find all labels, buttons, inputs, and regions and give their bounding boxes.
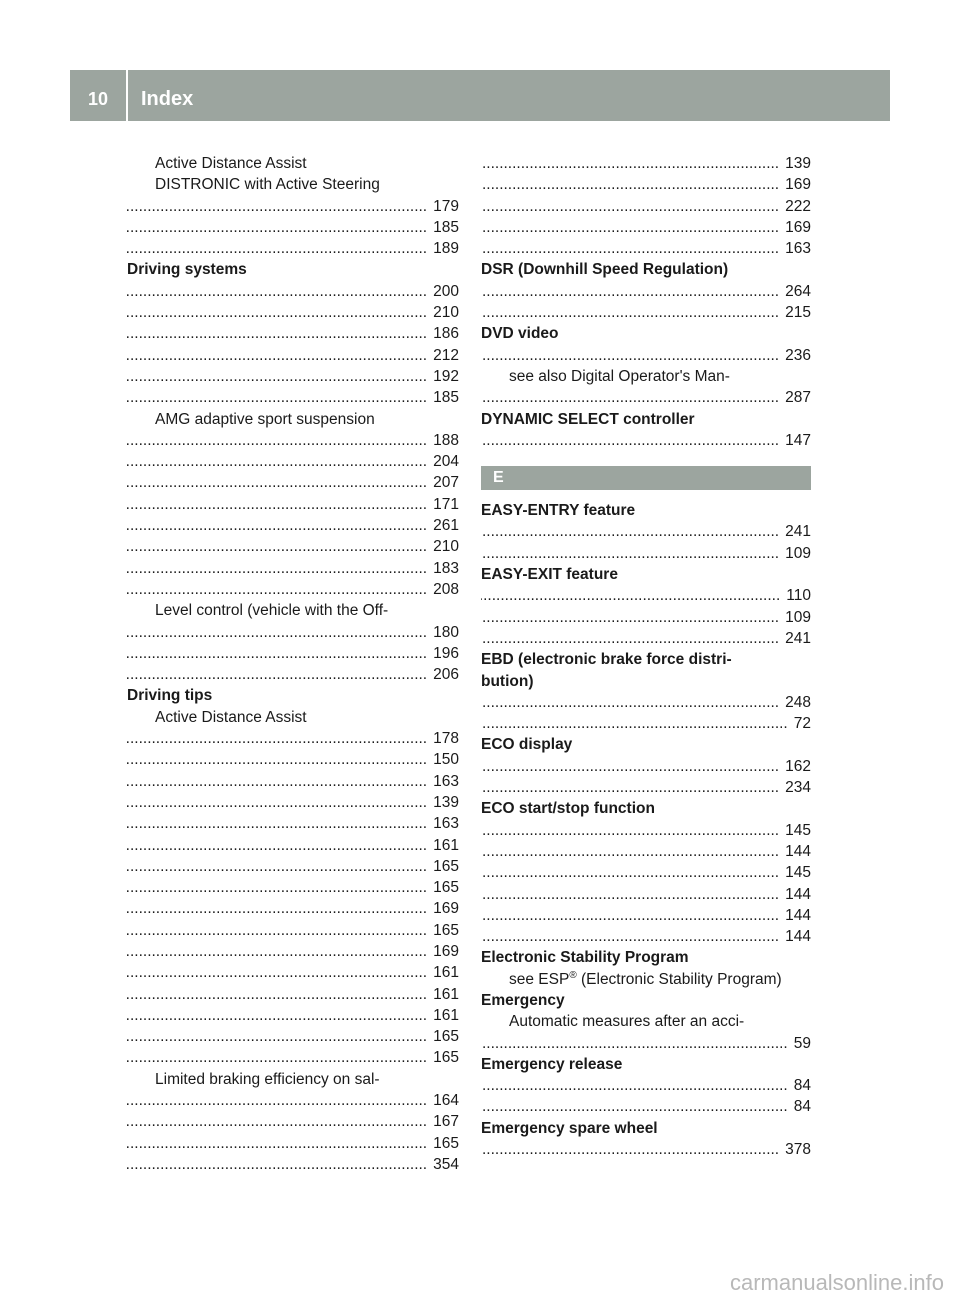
index-entry: [127, 1047, 459, 1068]
dot-leader: [481, 302, 811, 323]
page-reference: 241: [779, 630, 811, 647]
index-entry: [481, 543, 811, 564]
dot-leader: [481, 521, 811, 542]
index-entry: [127, 1154, 459, 1175]
page-reference: 84: [788, 1098, 811, 1115]
index-heading: ECO display: [481, 736, 573, 754]
index-entry: [481, 862, 811, 883]
page-reference: 236: [779, 347, 811, 364]
dot-leader: [127, 856, 459, 877]
index-heading: DVD video: [481, 325, 559, 343]
index-entry: [127, 472, 459, 493]
index-entry: [127, 1133, 459, 1154]
page-reference: 165: [427, 858, 459, 875]
index-entry: [127, 536, 459, 557]
page-header: [70, 70, 890, 121]
page-reference: 200: [427, 283, 459, 300]
dot-leader: [127, 728, 459, 749]
page-reference: 161: [427, 964, 459, 981]
index-heading: Emergency release: [481, 1055, 623, 1073]
dot-leader: [481, 926, 811, 947]
index-entry: [481, 302, 811, 323]
index-entry: [127, 515, 459, 536]
entry-text: AMG adaptive sport suspension: [155, 410, 375, 428]
page-reference: 161: [427, 1007, 459, 1024]
page-reference: 165: [427, 922, 459, 939]
index-entry: [127, 1026, 459, 1047]
dot-leader: [481, 905, 811, 926]
index-entry: [481, 153, 811, 174]
page-reference: 59: [788, 1035, 811, 1052]
page-reference: 210: [427, 304, 459, 321]
page-reference: 163: [427, 773, 459, 790]
page-reference: 147: [779, 432, 811, 449]
dot-leader: [127, 984, 459, 1005]
page-reference: 169: [779, 176, 811, 193]
index-entry: [481, 366, 811, 387]
dot-leader: [481, 430, 811, 451]
page-reference: 287: [779, 389, 811, 406]
page-reference: 186: [427, 325, 459, 342]
index-entry: [127, 558, 459, 579]
page-reference: 150: [427, 751, 459, 768]
dot-leader: [481, 820, 811, 841]
index-entry: [127, 217, 459, 238]
index-entry: [127, 664, 459, 685]
dot-leader: [481, 387, 811, 408]
index-entry: [127, 387, 459, 408]
page-reference: 167: [427, 1113, 459, 1130]
page-reference: 222: [779, 198, 811, 215]
watermark: carmanualsonline.info: [729, 1270, 944, 1295]
index-entry: [127, 366, 459, 387]
index-entry: [127, 813, 459, 834]
index-entry: [127, 302, 459, 323]
index-heading: EASY-EXIT feature: [481, 566, 618, 584]
page-reference: 241: [779, 523, 811, 540]
index-entry: [127, 494, 459, 515]
dot-leader: [481, 1096, 811, 1117]
dot-leader: [127, 430, 459, 451]
index-entry: [481, 607, 811, 628]
dot-leader: [127, 196, 459, 217]
page-reference: 178: [427, 730, 459, 747]
dot-leader: [481, 607, 811, 628]
entry-text: Automatic measures after an acci-: [509, 1013, 745, 1031]
page-reference: 204: [427, 453, 459, 470]
index-entry: [127, 345, 459, 366]
index-entry: [481, 1011, 811, 1032]
dot-leader: [481, 1139, 811, 1160]
dot-leader: [481, 281, 811, 302]
index-entry: [481, 1139, 811, 1160]
index-entry: [481, 196, 811, 217]
index-entry: [127, 451, 459, 472]
dot-leader: [127, 238, 459, 259]
index-entry: [481, 926, 811, 947]
page-reference: 354: [427, 1156, 459, 1173]
index-entry: [481, 628, 811, 649]
index-entry: [127, 1069, 459, 1090]
index-entry: [127, 749, 459, 770]
index-entry: [481, 387, 811, 408]
index-entry: [481, 820, 811, 841]
dot-leader: [127, 898, 459, 919]
page-reference: 192: [427, 368, 459, 385]
index-entry: [127, 430, 459, 451]
index-entry: [127, 281, 459, 302]
index-entry: [127, 323, 459, 344]
dot-leader: [481, 841, 811, 862]
index-entry: [127, 771, 459, 792]
page-reference: 144: [779, 907, 811, 924]
page-reference: 169: [427, 900, 459, 917]
dot-leader: [127, 643, 459, 664]
page-reference: 188: [427, 432, 459, 449]
dot-leader: [127, 941, 459, 962]
index-heading: DSR (Downhill Speed Regulation): [481, 261, 729, 279]
index-heading: Emergency: [481, 991, 565, 1009]
page-reference: 110: [780, 587, 811, 604]
dot-leader: [127, 472, 459, 493]
dot-leader: [127, 451, 459, 472]
page-reference: 84: [788, 1077, 811, 1094]
reference-text: (Electronic Stability Program): [576, 970, 782, 988]
entry-text: see also Digital Operator's Man-: [509, 367, 730, 385]
index-entry: [481, 345, 811, 366]
dot-leader: [127, 920, 459, 941]
entry-text: Limited braking efficiency on sal-: [155, 1070, 380, 1088]
index-entry: [481, 281, 811, 302]
dot-leader: [481, 628, 811, 649]
index-entry: [481, 174, 811, 195]
dot-leader: [481, 196, 811, 217]
page-reference: 206: [427, 666, 459, 683]
index-entry: [481, 713, 811, 734]
dot-leader: [127, 1090, 459, 1111]
dot-leader: [127, 1133, 459, 1154]
index-entry: [481, 1033, 811, 1054]
index-entry: [481, 692, 811, 713]
page-reference: 169: [427, 943, 459, 960]
dot-leader: [481, 862, 811, 883]
index-entry: [481, 905, 811, 926]
page-reference: 163: [779, 240, 811, 257]
index-entry: [127, 707, 459, 728]
dot-leader: [127, 877, 459, 898]
index-entry: [481, 585, 811, 606]
index-entry: [127, 856, 459, 877]
page-reference: 139: [779, 155, 811, 172]
section-letter: E: [481, 466, 811, 490]
index-entry: [127, 174, 459, 195]
page-reference: 145: [779, 822, 811, 839]
dot-leader: [481, 238, 811, 259]
dot-leader: [481, 713, 811, 734]
dot-leader: [481, 1033, 811, 1054]
index-entry: [127, 728, 459, 749]
index-heading: DYNAMIC SELECT controller: [481, 410, 695, 428]
registered-mark: ®: [569, 969, 577, 981]
index-entry: [127, 835, 459, 856]
entry-text: Active Distance Assist: [155, 155, 307, 172]
index-entry: [127, 600, 459, 621]
index-entry: [127, 238, 459, 259]
page-reference: 164: [427, 1092, 459, 1109]
dot-leader: [127, 792, 459, 813]
dot-leader: [481, 543, 811, 564]
index-heading: Emergency spare wheel: [481, 1119, 658, 1137]
page-reference: 180: [427, 624, 459, 641]
page-number: 10: [87, 89, 109, 109]
index-entry: [127, 941, 459, 962]
page-reference: 183: [427, 560, 459, 577]
index-entry: [481, 238, 811, 259]
page-reference: 261: [427, 517, 459, 534]
page-reference: 165: [427, 879, 459, 896]
index-entry: [127, 1005, 459, 1026]
page-reference: 234: [779, 779, 811, 796]
dot-leader: [127, 1026, 459, 1047]
page-reference: 212: [427, 347, 459, 364]
entry-text: Level control (vehicle with the Off-: [155, 602, 389, 620]
page-reference: 208: [427, 581, 459, 598]
page-reference: 165: [427, 1135, 459, 1152]
index-entry: [127, 877, 459, 898]
index-entry: [481, 1075, 811, 1096]
dot-leader: [127, 1047, 459, 1068]
dot-leader: [127, 579, 459, 600]
dot-leader: [481, 1075, 811, 1096]
index-entry: [127, 622, 459, 643]
dot-leader: [127, 366, 459, 387]
index-entry: [481, 430, 811, 451]
dot-leader: [481, 217, 811, 238]
index-heading: Driving systems: [127, 261, 247, 279]
page-reference: 144: [779, 928, 811, 945]
page-reference: 185: [427, 219, 459, 236]
page-reference: 162: [779, 758, 811, 775]
dot-leader: [127, 1154, 459, 1175]
index-heading: Electronic Stability Program: [481, 949, 689, 967]
page-reference: 109: [779, 545, 811, 562]
index-entry: [127, 409, 459, 430]
page-reference: 72: [788, 715, 811, 732]
dot-leader: [127, 771, 459, 792]
index-entry: [127, 579, 459, 600]
index-entry: [481, 756, 811, 777]
dot-leader: [481, 692, 811, 713]
dot-leader: [127, 323, 459, 344]
dot-leader: [127, 1005, 459, 1026]
index-heading: Driving tips: [127, 687, 213, 705]
page-reference: 207: [427, 474, 459, 491]
header-divider: [126, 70, 128, 121]
page-reference: 145: [779, 864, 811, 881]
page-reference: 185: [427, 389, 459, 406]
page-reference: 109: [779, 609, 811, 626]
dot-leader: [127, 536, 459, 557]
page-reference: 264: [779, 283, 811, 300]
entry-text: DISTRONIC with Active Steering: [155, 176, 380, 194]
page-reference: 210: [427, 538, 459, 555]
index-entry: [481, 777, 811, 798]
index-entry: [481, 841, 811, 862]
dot-leader: [127, 217, 459, 238]
index-column-left: [127, 153, 459, 1175]
page-reference: 161: [427, 837, 459, 854]
index-column-right: [481, 153, 811, 1160]
dot-leader: [481, 153, 811, 174]
dot-leader: [481, 345, 811, 366]
dot-leader: [127, 813, 459, 834]
dot-leader: [481, 777, 811, 798]
index-entry: [127, 196, 459, 217]
dot-leader: [127, 515, 459, 536]
dot-leader: [127, 1111, 459, 1132]
entry-text: Active Distance Assist: [155, 708, 307, 726]
dot-leader: [481, 884, 811, 905]
page-reference: 189: [427, 240, 459, 257]
page-reference: 171: [427, 496, 459, 513]
dot-leader: [127, 494, 459, 515]
dot-leader: [127, 387, 459, 408]
index-entry: [127, 1111, 459, 1132]
dot-leader: [127, 281, 459, 302]
page-reference: 248: [779, 694, 811, 711]
index-entry: [481, 521, 811, 542]
dot-leader: [127, 558, 459, 579]
dot-leader: [127, 835, 459, 856]
index-entry: [481, 1096, 811, 1117]
reference-text: see ESP: [509, 970, 570, 988]
page-reference: 165: [427, 1049, 459, 1066]
dot-leader: [127, 302, 459, 323]
page-reference: 179: [427, 198, 459, 215]
see-also-reference: [481, 969, 811, 990]
dot-leader: [127, 622, 459, 643]
index-entry: [127, 898, 459, 919]
index-entry: [127, 153, 459, 174]
page-reference: 196: [427, 645, 459, 662]
dot-leader: [127, 345, 459, 366]
dot-leader: [481, 174, 811, 195]
dot-leader: [127, 962, 459, 983]
index-entry: [127, 1090, 459, 1111]
page-reference: 163: [427, 815, 459, 832]
index-entry: [127, 920, 459, 941]
dot-leader: [127, 664, 459, 685]
page-reference: 215: [779, 304, 811, 321]
page-reference: 169: [779, 219, 811, 236]
page-reference: 165: [427, 1028, 459, 1045]
index-heading: EBD (electronic brake force distri-: [481, 651, 732, 669]
index-entry: [127, 792, 459, 813]
index-heading: ECO start/stop function: [481, 800, 655, 818]
dot-leader: [481, 585, 811, 606]
dot-leader: [127, 749, 459, 770]
index-heading: EASY-ENTRY feature: [481, 502, 636, 520]
page-reference: 139: [427, 794, 459, 811]
page-reference: 378: [779, 1141, 811, 1158]
page-reference: 144: [779, 886, 811, 903]
section-title: Index: [141, 88, 194, 110]
index-entry: [481, 217, 811, 238]
dot-leader: [481, 756, 811, 777]
page-reference: 144: [779, 843, 811, 860]
index-entry: [127, 962, 459, 983]
index-entry: [127, 984, 459, 1005]
page-reference: 161: [427, 986, 459, 1003]
index-entry: [127, 643, 459, 664]
index-heading: bution): [481, 672, 534, 690]
index-entry: [481, 884, 811, 905]
